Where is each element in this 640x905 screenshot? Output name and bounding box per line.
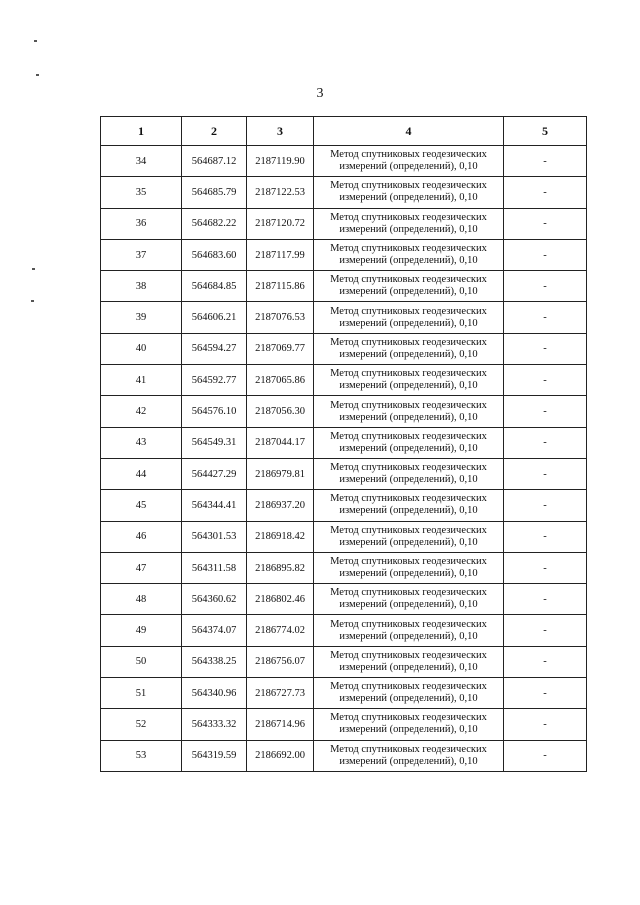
method-cell	[314, 427, 504, 458]
method-text-line-1: Метод спутниковых геодезических	[330, 305, 487, 317]
table-row	[101, 552, 587, 583]
x-coordinate-cell: 564682.22	[182, 208, 247, 239]
y-coordinate-cell: 2187120.72	[247, 208, 314, 239]
description-cell: -	[504, 302, 587, 333]
table-row	[101, 177, 587, 208]
y-coordinate-cell: 2186802.46	[247, 584, 314, 615]
page-number: 3	[316, 86, 324, 101]
x-coordinate-cell: 564344.41	[182, 490, 247, 521]
method-text-line-2: измерений (определений), 0,10	[339, 286, 478, 298]
point-number-cell: 46	[101, 521, 182, 552]
method-text-line-2: измерений (определений), 0,10	[339, 255, 478, 267]
description-cell: -	[504, 552, 587, 583]
description-cell: -	[504, 177, 587, 208]
method-text-line-1: Метод спутниковых геодезических	[330, 649, 487, 661]
table-row	[101, 709, 587, 740]
method-text-line-1: Метод спутниковых геодезических	[330, 743, 487, 755]
method-cell	[314, 490, 504, 521]
description-cell: -	[504, 646, 587, 677]
method-text-line-1: Метод спутниковых геодезических	[330, 524, 487, 536]
table-row	[101, 740, 587, 771]
method-text-line-1: Метод спутниковых геодезических	[330, 681, 487, 693]
point-number-cell: 48	[101, 584, 182, 615]
description-cell: -	[504, 271, 587, 302]
y-coordinate-cell: 2186937.20	[247, 490, 314, 521]
method-cell	[314, 552, 504, 583]
scan-speck	[36, 74, 39, 76]
x-coordinate-cell: 564340.96	[182, 678, 247, 709]
scan-speck	[32, 268, 35, 270]
scan-speck	[34, 40, 37, 42]
x-coordinate-cell: 564374.07	[182, 615, 247, 646]
table-row	[101, 458, 587, 489]
method-text-line-1: Метод спутниковых геодезических	[330, 587, 487, 599]
x-coordinate-cell: 564311.58	[182, 552, 247, 583]
point-number-cell: 53	[101, 740, 182, 771]
method-cell	[314, 521, 504, 552]
method-cell	[314, 239, 504, 270]
x-coordinate-cell: 564592.77	[182, 365, 247, 396]
table-row	[101, 239, 587, 270]
point-number-cell: 51	[101, 678, 182, 709]
description-cell: -	[504, 239, 587, 270]
x-coordinate-cell: 564687.12	[182, 146, 247, 177]
table-row	[101, 333, 587, 364]
y-coordinate-cell: 2186918.42	[247, 521, 314, 552]
x-coordinate-cell: 564594.27	[182, 333, 247, 364]
y-coordinate-cell: 2186895.82	[247, 552, 314, 583]
x-coordinate-cell: 564319.59	[182, 740, 247, 771]
x-coordinate-cell: 564549.31	[182, 427, 247, 458]
method-text-line-1: Метод спутниковых геодезических	[330, 149, 487, 161]
x-coordinate-cell: 564576.10	[182, 396, 247, 427]
table-row	[101, 365, 587, 396]
description-cell: -	[504, 490, 587, 521]
method-text-line-1: Метод спутниковых геодезических	[330, 618, 487, 630]
description-cell: -	[504, 678, 587, 709]
method-text-line-1: Метод спутниковых геодезических	[330, 180, 487, 192]
coordinates-table	[100, 116, 587, 772]
point-number-cell: 49	[101, 615, 182, 646]
y-coordinate-cell: 2186727.73	[247, 678, 314, 709]
table-row	[101, 396, 587, 427]
point-number-cell: 42	[101, 396, 182, 427]
method-text-line-2: измерений (определений), 0,10	[339, 599, 478, 611]
method-cell	[314, 740, 504, 771]
description-cell: -	[504, 208, 587, 239]
table-row	[101, 678, 587, 709]
point-number-cell: 38	[101, 271, 182, 302]
method-text-line-2: измерений (определений), 0,10	[339, 223, 478, 235]
method-text-line-2: измерений (определений), 0,10	[339, 568, 478, 579]
method-cell	[314, 302, 504, 333]
point-number-cell: 43	[101, 427, 182, 458]
method-cell	[314, 646, 504, 677]
x-coordinate-cell: 564360.62	[182, 584, 247, 615]
method-text-line-2: измерений (определений), 0,10	[339, 661, 478, 673]
method-cell	[314, 396, 504, 427]
method-cell	[314, 709, 504, 740]
method-text-line-2: измерений (определений), 0,10	[339, 380, 478, 392]
x-coordinate-cell: 564338.25	[182, 646, 247, 677]
y-coordinate-cell: 2186774.02	[247, 615, 314, 646]
description-cell: -	[504, 396, 587, 427]
point-number-cell: 50	[101, 646, 182, 677]
method-text-line-1: Метод спутниковых геодезических	[330, 462, 487, 474]
point-number-cell: 35	[101, 177, 182, 208]
description-cell: -	[504, 458, 587, 489]
method-cell	[314, 146, 504, 177]
description-cell: -	[504, 740, 587, 771]
method-text-line-1: Метод спутниковых геодезических	[330, 336, 487, 348]
y-coordinate-cell: 2187115.86	[247, 271, 314, 302]
header-cell: 1	[101, 117, 182, 146]
y-coordinate-cell: 2187122.53	[247, 177, 314, 208]
method-cell	[314, 208, 504, 239]
point-number-cell: 45	[101, 490, 182, 521]
point-number-cell: 52	[101, 709, 182, 740]
method-text-line-1: Метод спутниковых геодезических	[330, 211, 487, 223]
description-cell: -	[504, 615, 587, 646]
point-number-cell: 40	[101, 333, 182, 364]
x-coordinate-cell: 564301.53	[182, 521, 247, 552]
table-row	[101, 302, 587, 333]
point-number-cell: 37	[101, 239, 182, 270]
method-text-line-1: Метод спутниковых геодезических	[330, 712, 487, 724]
method-text-line-2: измерений (определений), 0,10	[339, 161, 478, 173]
method-text-line-1: Метод спутниковых геодезических	[330, 274, 487, 286]
x-coordinate-cell: 564333.32	[182, 709, 247, 740]
y-coordinate-cell: 2186756.07	[247, 646, 314, 677]
method-text-line-1: Метод спутниковых геодезических	[330, 243, 487, 255]
point-number-cell: 39	[101, 302, 182, 333]
table-header-row	[101, 117, 587, 146]
y-coordinate-cell: 2187056.30	[247, 396, 314, 427]
table-row	[101, 146, 587, 177]
method-cell	[314, 271, 504, 302]
method-cell	[314, 584, 504, 615]
method-cell	[314, 365, 504, 396]
method-text-line-2: измерений (определений), 0,10	[339, 505, 478, 517]
method-text-line-2: измерений (определений), 0,10	[339, 348, 478, 360]
method-text-line-1: Метод спутниковых геодезических	[330, 556, 487, 567]
method-cell	[314, 333, 504, 364]
method-text-line-2: измерений (определений), 0,10	[339, 317, 478, 329]
method-text-line-1: Метод спутниковых геодезических	[330, 430, 487, 442]
table-row	[101, 490, 587, 521]
y-coordinate-cell: 2187044.17	[247, 427, 314, 458]
description-cell: -	[504, 427, 587, 458]
header-cell: 4	[314, 117, 504, 146]
scan-speck	[31, 300, 34, 302]
y-coordinate-cell: 2187117.99	[247, 239, 314, 270]
method-text-line-2: измерений (определений), 0,10	[339, 536, 478, 548]
description-cell: -	[504, 709, 587, 740]
description-cell: -	[504, 146, 587, 177]
method-text-line-2: измерений (определений), 0,10	[339, 411, 478, 423]
method-cell	[314, 615, 504, 646]
method-text-line-2: измерений (определений), 0,10	[339, 755, 478, 767]
description-cell: -	[504, 365, 587, 396]
method-text-line-2: измерений (определений), 0,10	[339, 693, 478, 705]
y-coordinate-cell: 2187069.77	[247, 333, 314, 364]
x-coordinate-cell: 564606.21	[182, 302, 247, 333]
method-text-line-2: измерений (определений), 0,10	[339, 724, 478, 736]
method-text-line-2: измерений (определений), 0,10	[339, 192, 478, 204]
point-number-cell: 44	[101, 458, 182, 489]
header-cell: 5	[504, 117, 587, 146]
y-coordinate-cell: 2187076.53	[247, 302, 314, 333]
x-coordinate-cell: 564427.29	[182, 458, 247, 489]
method-text-line-2: измерений (определений), 0,10	[339, 442, 478, 454]
method-cell	[314, 177, 504, 208]
y-coordinate-cell: 2186714.96	[247, 709, 314, 740]
description-cell: -	[504, 584, 587, 615]
method-text-line-2: измерений (определений), 0,10	[339, 474, 478, 486]
method-text-line-1: Метод спутниковых геодезических	[330, 399, 487, 411]
table-row	[101, 584, 587, 615]
method-cell	[314, 678, 504, 709]
table-row	[101, 646, 587, 677]
description-cell: -	[504, 333, 587, 364]
y-coordinate-cell: 2186979.81	[247, 458, 314, 489]
method-cell	[314, 458, 504, 489]
method-text-line-1: Метод спутниковых геодезических	[330, 493, 487, 505]
table-row	[101, 427, 587, 458]
header-cell: 2	[182, 117, 247, 146]
y-coordinate-cell: 2187065.86	[247, 365, 314, 396]
table-row	[101, 615, 587, 646]
point-number-cell: 47	[101, 552, 182, 583]
x-coordinate-cell: 564683.60	[182, 239, 247, 270]
description-cell: -	[504, 521, 587, 552]
method-text-line-2: измерений (определений), 0,10	[339, 630, 478, 642]
method-text-line-1: Метод спутниковых геодезических	[330, 368, 487, 380]
point-number-cell: 34	[101, 146, 182, 177]
x-coordinate-cell: 564685.79	[182, 177, 247, 208]
x-coordinate-cell: 564684.85	[182, 271, 247, 302]
point-number-cell: 36	[101, 208, 182, 239]
y-coordinate-cell: 2186692.00	[247, 740, 314, 771]
y-coordinate-cell: 2187119.90	[247, 146, 314, 177]
point-number-cell: 41	[101, 365, 182, 396]
table-row	[101, 271, 587, 302]
header-cell: 3	[247, 117, 314, 146]
table-row	[101, 521, 587, 552]
table-row	[101, 208, 587, 239]
